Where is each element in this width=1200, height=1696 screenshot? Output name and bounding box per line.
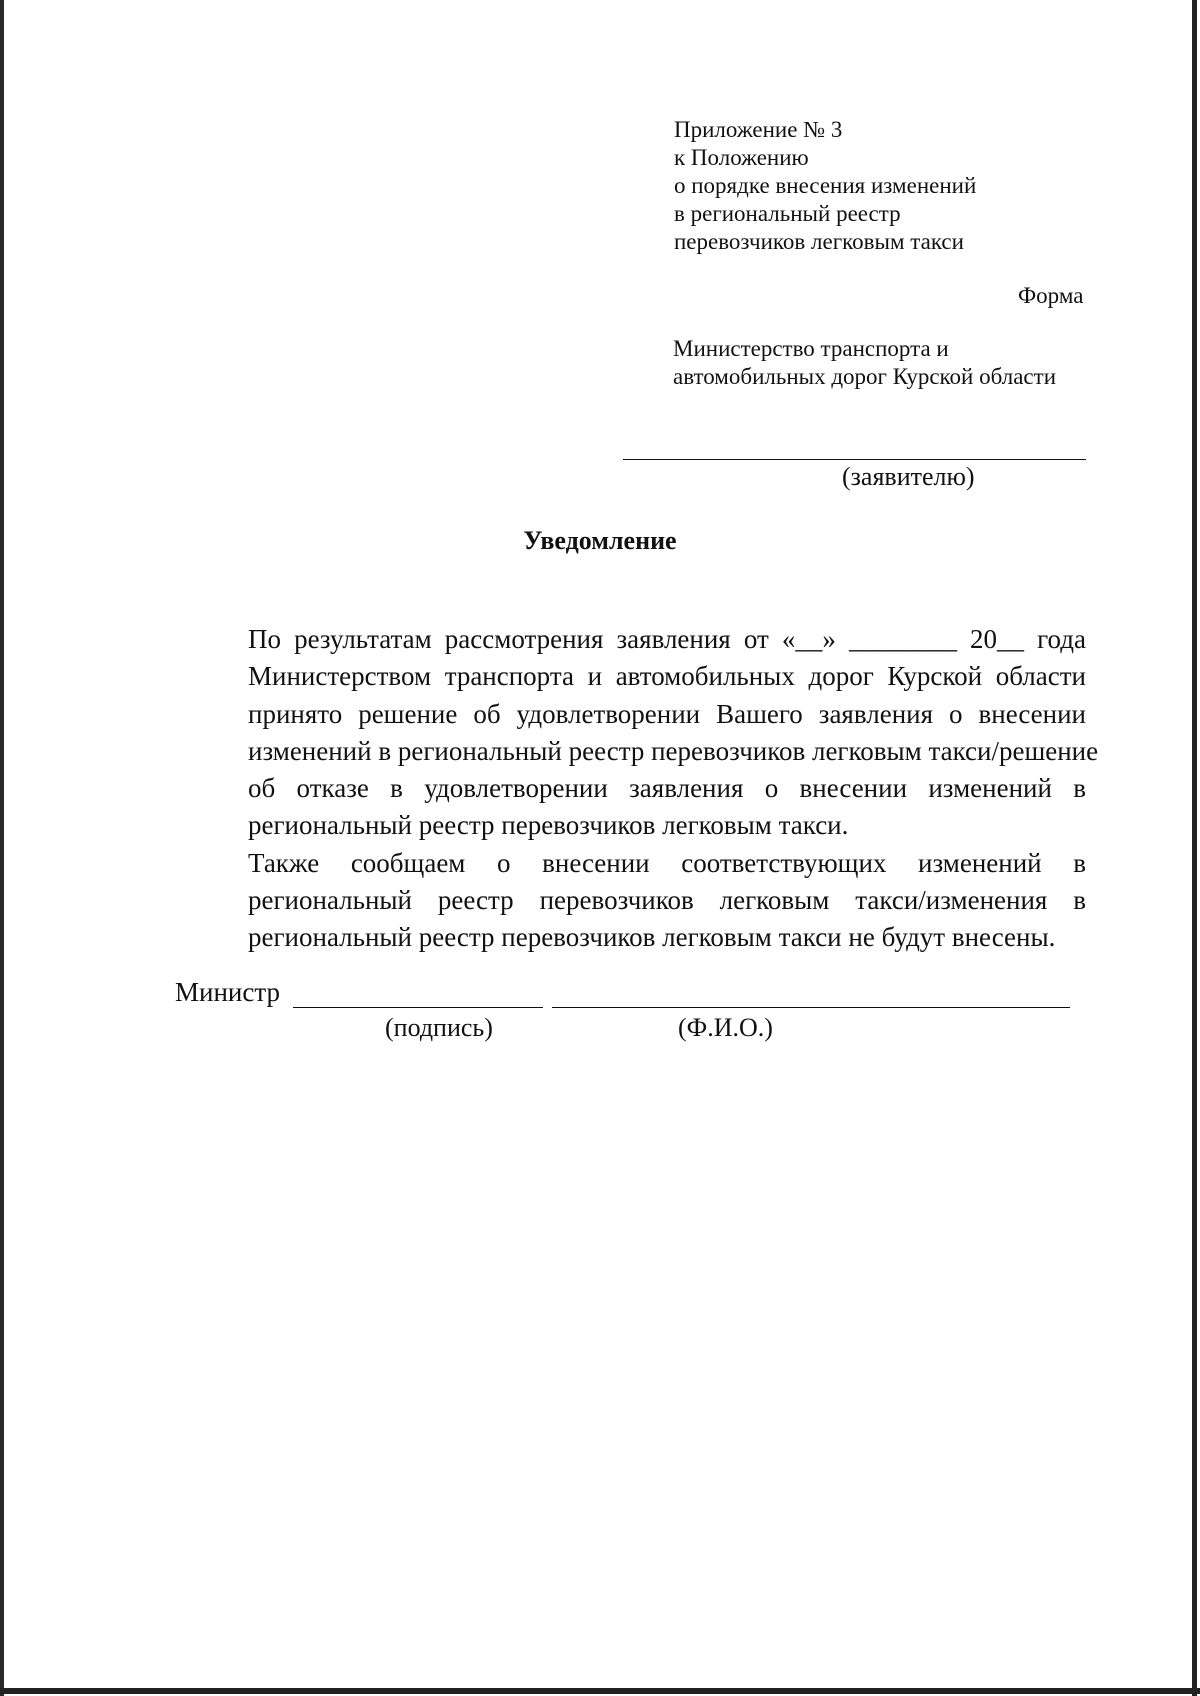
ministry-block xyxy=(673,335,1056,391)
annex-line: в региональный реестр xyxy=(674,201,901,226)
scan-edge-right xyxy=(1192,0,1197,1696)
annex-line: перевозчиков легковым такси xyxy=(674,229,964,254)
annex-line: к Положению xyxy=(674,145,809,170)
paragraph-line: принято решение об удовлетворении Вашего заявления о внесении xyxy=(248,698,1086,729)
annex-line: Приложение № 3 xyxy=(674,117,843,142)
name-blank-line xyxy=(552,1007,1070,1008)
annex-block xyxy=(674,116,976,256)
name-caption: (Ф.И.О.) xyxy=(678,1013,773,1042)
annex-line: о порядке внесения изменений xyxy=(674,173,977,198)
document-title: Уведомление xyxy=(523,526,677,555)
paragraph-line: По результатам рассмотрения заявления от «__» ________ 20__ года xyxy=(248,624,1086,654)
ministry-line: автомобильных дорог Курской области xyxy=(673,364,1057,389)
scan-edge-bottom xyxy=(0,1688,1200,1694)
paragraph-decision xyxy=(175,621,1099,845)
applicant-blank-line xyxy=(623,459,1086,460)
ministry-line: Министерство транспорта и xyxy=(673,336,949,361)
paragraph-line: Министерством транспорта и автомобильных дорог Курской области xyxy=(248,661,1086,692)
signature-caption: (подпись) xyxy=(385,1013,493,1042)
form-label: Форма xyxy=(1018,283,1084,308)
paragraph-line: об отказе в удовлетворении заявления о внесении изменений в xyxy=(248,773,1086,804)
signature-role: Министр xyxy=(175,977,280,1007)
paragraph-changes xyxy=(175,845,1086,957)
paragraph-line: изменений в региональный реестр перевозчиков легковым такси/решение xyxy=(248,735,1099,766)
paragraph-line: региональный реестр перевозчиков легковым такси. xyxy=(248,810,849,841)
signature-blank-line xyxy=(293,1007,543,1008)
paragraph-line: региональный реестр перевозчиков легковым такси не будут внесены. xyxy=(248,922,1056,953)
paragraph-line: региональный реестр перевозчиков легковым такси/изменения в xyxy=(248,885,1086,916)
document-body xyxy=(175,621,1099,957)
applicant-caption: (заявителю) xyxy=(842,462,975,491)
scan-edge-left xyxy=(0,0,4,1696)
paragraph-line: Также сообщаем о внесении соответствующих изменений в xyxy=(248,847,1086,878)
